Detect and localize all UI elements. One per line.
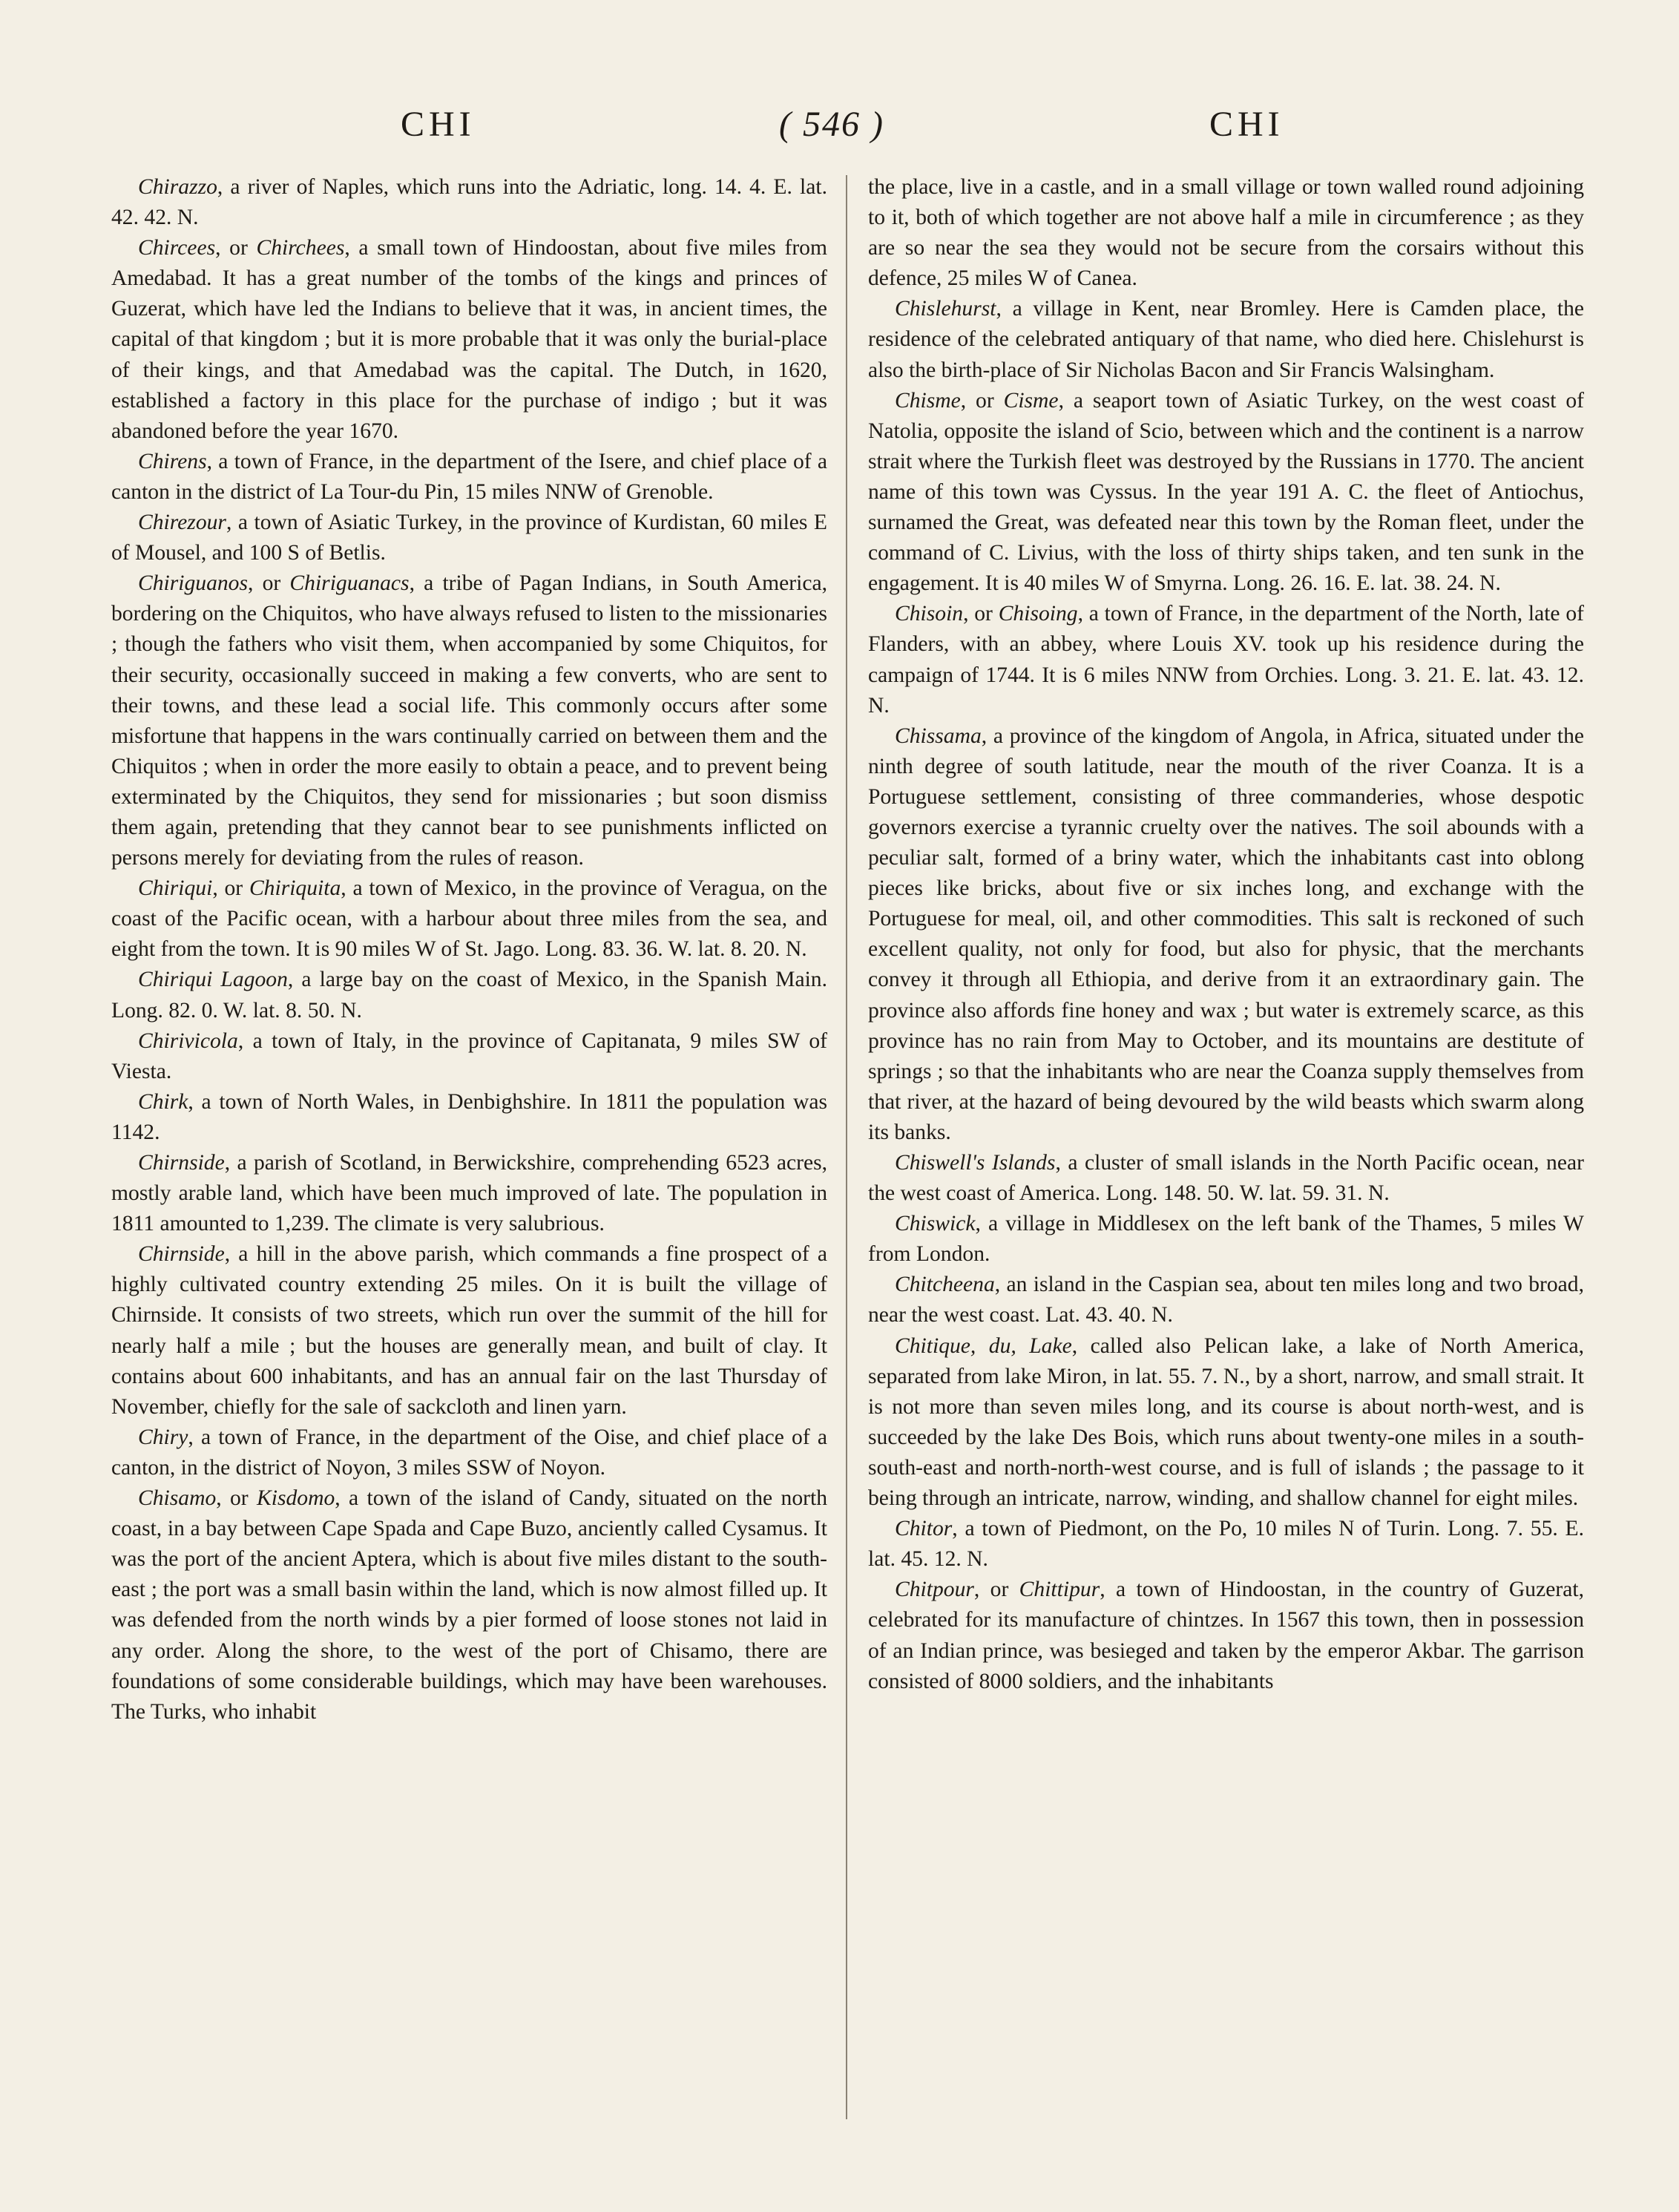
entry-alternate-term: Chittipur xyxy=(1019,1578,1100,1602)
gazetteer-entry xyxy=(868,721,1584,1148)
header-right: CHI xyxy=(1209,105,1284,144)
entry-text: , an island in the Caspian sea, about ten miles long and two broad, near the west coast. Lat. 43. 40. N. xyxy=(868,1273,1584,1327)
entry-text: , a town of Hindoostan, in the country of Guzerat, celebrated for its manufacture of chintzes. In 1567 this town, then in possession of an Indian prince, was besieged and taken by the emperor Akbar. The garrison consisted of 8000 soldiers, and the inhabitants xyxy=(868,1578,1584,1693)
entry-alternate-term: Cisme xyxy=(1003,388,1059,413)
entry-term: Chisoin xyxy=(895,602,964,626)
entry-term: Chitpour xyxy=(895,1578,974,1602)
entry-term: Chirens xyxy=(138,449,207,473)
gazetteer-entry xyxy=(111,172,827,233)
gazetteer-entry xyxy=(111,1148,827,1239)
entry-term: Chislehurst xyxy=(895,297,996,321)
header-left: CHI xyxy=(401,105,476,144)
entry-term: Chiswell's Islands xyxy=(895,1151,1056,1175)
entry-text: , called also Pelican lake, a lake of North America, separated from lake Miron, in lat. 55. 7. N., by a short, narrow, and small strait. It is not more than seven miles long, and its course is about north-west, and is succeeded by the lake Des Bois, which runs about twenty-one miles in a south-south-east and north-north-west course, and is full of islands ; the passage to it being through an intricate, narrow, winding, and shallow channel for eight miles. xyxy=(868,1333,1584,1511)
gazetteer-entry xyxy=(868,1148,1584,1209)
entry-term: Chirivicola xyxy=(138,1028,238,1053)
entry-text: , a small town of Hindoostan, about five miles from Amedabad. It has a great number of the tombs of the kings and princes of Guzerat, which have led the Indians to believe that it was, in ancient times, the capital of that kingdom ; but it is more probable that it was only the burial-place of their kings, and that Amedabad was the capital. The Dutch, in 1620, established a factory in this place for the purchase of indigo ; but it was abandoned before the year 1670. xyxy=(111,236,827,443)
entry-term: Chisamo xyxy=(138,1486,217,1511)
gazetteer-entry xyxy=(868,599,1584,721)
entry-text: , a village in Kent, near Bromley. Here is Camden place, the residence of the celebrated antiquary of that name, who died here. Chislehurst is also the birth-place of Sir Nicholas Bacon and Sir Francis Walsingham. xyxy=(868,297,1584,382)
entry-term: Chirnside xyxy=(138,1151,225,1175)
gazetteer-entry xyxy=(111,1087,827,1148)
entry-text: , a large bay on the coast of Mexico, in the Spanish Main. Long. 82. 0. W. lat. 8. 50. N. xyxy=(111,968,828,1023)
entry-term: Chitcheena xyxy=(895,1273,995,1297)
entry-term: Chiry xyxy=(138,1425,188,1449)
entry-term: Chiriguanos xyxy=(138,571,248,596)
entry-text: , a town of Piedmont, on the Po, 10 miles N of Turin. Long. 7. 55. E. lat. 45. 12. N. xyxy=(868,1517,1584,1572)
entry-text: , a river of Naples, which runs into the Adriatic, long. 14. 4. E. lat. 42. 42. N. xyxy=(111,175,827,230)
entry-text: , a town of Mexico, in the province of Veragua, on the coast of the Pacific ocean, with a harbour about three miles from the sea, and eight from the town. It is 90 miles W of St. Jago. Long. 83. 36. W. lat. 8. 20. N. xyxy=(111,876,827,962)
entry-text: , a village in Middlesex on the left bank of the Thames, 5 miles W from London. xyxy=(868,1212,1584,1267)
entry-alternate-term: Chiriquita xyxy=(249,876,341,901)
running-header xyxy=(111,104,1603,156)
entry-alt-separator: , or xyxy=(960,388,1004,413)
right-column xyxy=(868,172,1584,1697)
entry-term: Chirazzo xyxy=(138,175,217,199)
entry-term: Chircees xyxy=(138,236,216,260)
entry-text: , a town of Asiatic Turkey, in the province of Kurdistan, 60 miles E of Mousel, and 100 S of Betlis. xyxy=(111,511,827,565)
entry-text: , a tribe of Pagan Indians, in South America, bordering on the Chiquitos, who have always refused to listen to the missionaries ; though the fathers who visit them, when accompanied by some Chiquitos, for their security, occasionally succeed in making a few converts, who are sent to their towns, and these lead a social life. This commonly occurs after some misfortune that happens in the wars continually carried on between them and the Chiquitos ; when in order the more easily to obtain a peace, and to prevent being exterminated by the Chiquitos, they send for missionaries ; but soon dismiss them again, pretending that they cannot bear to see punishments inflicted on persons merely for deviating from the rules of reason. xyxy=(111,571,827,870)
gazetteer-entry xyxy=(868,1270,1584,1330)
entry-text: , a seaport town of Asiatic Turkey, on the west coast of Natolia, opposite the island of Scio, between which and the continent is a narrow strait where the Turkish fleet was destroyed by the Russians in 1770. The ancient name of this town was Cyssus. In the year 191 A. C. the fleet of Antiochus, surnamed the Great, was defeated near this town by the Roman fleet, under the command of C. Livius, with the loss of thirty ships taken, and ten sunk in the engagement. It is 40 miles W of Smyrna. Long. 26. 16. E. lat. 38. 24. N. xyxy=(868,388,1584,596)
entry-text: , a town of France, in the department of the Oise, and chief place of a canton, in the district of Noyon, 3 miles SSW of Noyon. xyxy=(111,1425,827,1480)
entry-alt-separator: , or xyxy=(212,876,249,901)
entry-text: , a town of France, in the department of the North, late of Flanders, with an abbey, where Louis XV. took up his residence during the campaign of 1744. It is 6 miles NNW from Orchies. Long. 3. 21. E. lat. 43. 12. N. xyxy=(868,602,1584,718)
entry-alt-separator: , or xyxy=(216,1486,257,1511)
entry-text: , a parish of Scotland, in Berwickshire, comprehending 6523 acres, mostly arable land, which have been much improved of late. The population in 1811 amounted to 1,239. The climate is very salubrious. xyxy=(111,1151,827,1236)
gazetteer-entry xyxy=(868,386,1584,600)
entry-text: the place, live in a castle, and in a small village or town walled round adjoining to it, both of which together are not above half a mile in circumference ; as they are so near the sea they would not be secure from the corsairs without this defence, 25 miles W of Canea. xyxy=(868,175,1584,291)
entry-term: Chitor xyxy=(895,1517,953,1541)
gazetteer-entry xyxy=(111,1483,827,1727)
entry-alternate-term: Chisoing xyxy=(998,602,1078,626)
gazetteer-entry xyxy=(111,1239,827,1422)
entry-alt-separator: , or xyxy=(963,602,999,626)
entry-term: Chirnside xyxy=(138,1242,225,1267)
page-number: ( 546 ) xyxy=(779,105,884,144)
entry-term: Chiriqui xyxy=(138,876,213,901)
gazetteer-entry xyxy=(868,1514,1584,1575)
entry-alt-separator: , or xyxy=(973,1578,1019,1602)
gazetteer-entry xyxy=(111,1422,827,1483)
entry-term: Chiswick xyxy=(895,1212,976,1236)
entry-text: , a town of France, in the department of the Isere, and chief place of a canton in the district of La Tour-du Pin, 15 miles NNW of Grenoble. xyxy=(111,449,827,504)
entry-alt-separator: , or xyxy=(248,571,290,596)
entry-term: Chissama xyxy=(895,723,982,748)
entry-term: Chisme xyxy=(895,388,961,413)
entry-term: Chitique, du, Lake xyxy=(895,1333,1072,1358)
entry-text: , a cluster of small islands in the North Pacific ocean, near the west coast of America. Long. 148. 50. W. lat. 59. 31. N. xyxy=(868,1151,1584,1206)
column-divider xyxy=(846,175,847,2119)
gazetteer-entry xyxy=(868,1209,1584,1270)
entry-text: , a hill in the above parish, which commands a fine prospect of a highly cultivated country extending 25 miles. On it is built the village of Chirnside. It consists of two streets, which run over the summit of the hill for nearly half a mile ; but the houses are generally mean, and built of clay. It contains about 600 inhabitants, and has an annual fair on the last Thursday of November, chiefly for the sale of sackcloth and linen yarn. xyxy=(111,1242,827,1419)
gazetteer-entry xyxy=(868,1331,1584,1514)
gazetteer-entry xyxy=(111,447,827,508)
entry-alternate-term: Chiriguanacs xyxy=(289,571,410,596)
entry-alternate-term: Chirchees xyxy=(256,236,345,260)
entry-alternate-term: Kisdomo xyxy=(257,1486,335,1511)
entry-term: Chirk xyxy=(138,1089,188,1114)
gazetteer-entry xyxy=(111,568,827,873)
gazetteer-entry xyxy=(111,233,827,447)
gazetteer-entry xyxy=(868,172,1584,294)
entry-text: , a town of Italy, in the province of Capitanata, 9 miles SW of Viesta. xyxy=(111,1028,827,1083)
entry-alt-separator: , or xyxy=(215,236,257,260)
gazetteer-entry xyxy=(111,1026,827,1087)
gazetteer-entry xyxy=(868,1575,1584,1696)
gazetteer-entry xyxy=(868,294,1584,385)
entry-term: Chirezour xyxy=(138,511,226,535)
entry-text: , a province of the kingdom of Angola, in Africa, situated under the ninth degree of south latitude, near the mouth of the river Coanza. It is a Portuguese settlement, consisting of three commanderies, whose despotic governors exercise a tyrannic cruelty over the natives. The soil abounds with a peculiar salt, formed of a briny water, which the inhabitants cast into oblong pieces like bricks, about five or six inches long, and exchange with the Portuguese for meal, oil, and other commodities. This salt is reckoned of such excellent quality, not only for food, but also for physic, that the merchants convey it through all Ethiopia, and derive from it an extraordinary gain. The province also affords fine honey and wax ; but water is extremely scarce, as this province has no rain from May to October, and its mountains are destitute of springs ; so that the inhabitants who are near the Coanza supply themselves from that river, at the hazard of being devoured by the wild beasts which swarm along its banks. xyxy=(868,723,1584,1144)
left-column xyxy=(111,172,827,1727)
gazetteer-entry xyxy=(111,965,827,1025)
entry-text: , a town of the island of Candy, situated on the north coast, in a bay between Cape Spada and Cape Buzo, anciently called Cysamus. It was the port of the ancient Aptera, which is about five miles distant to the south-east ; the port was a small basin within the land, which is now almost filled up. It was defended from the north winds by a pier formed of loose stones not laid in any order. Along the shore, to the west of the port of Chisamo, there are foundations of some considerable buildings, which may have been warehouses. The Turks, who inhabit xyxy=(111,1486,827,1724)
gazetteer-entry xyxy=(111,873,827,965)
entry-text: , a town of North Wales, in Denbighshire. In 1811 the population was 1142. xyxy=(111,1089,827,1144)
gazetteer-entry xyxy=(111,508,827,568)
entry-term: Chiriqui Lagoon xyxy=(138,968,288,992)
